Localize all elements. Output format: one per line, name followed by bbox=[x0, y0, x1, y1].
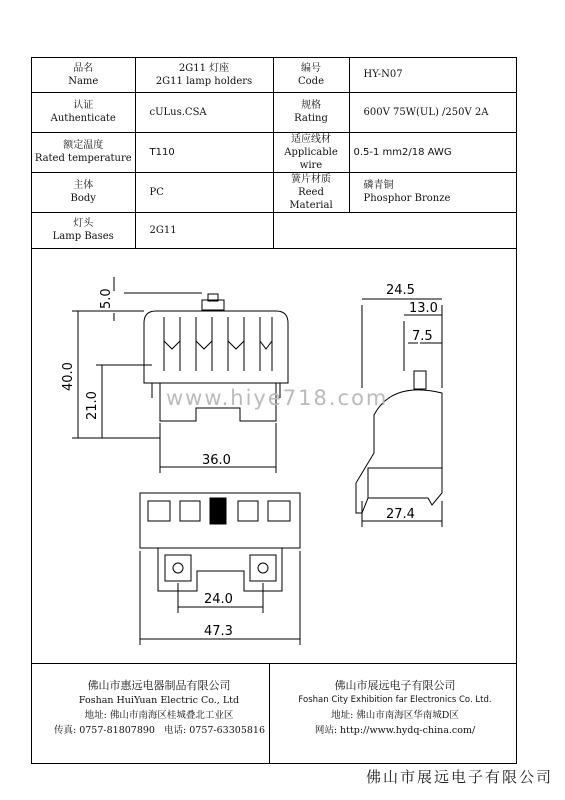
watermark: www.hiye718.com bbox=[166, 386, 389, 410]
empty-cell bbox=[273, 212, 516, 248]
bottom-view bbox=[140, 493, 300, 645]
footer-right-address: 地址: 佛山市南海区华南城D区 bbox=[331, 710, 459, 721]
footer-right-website: 网站: http://www.hydq-china.com/ bbox=[314, 725, 476, 736]
footer-left-phones: 传真: 0757-81807890 电话: 0757-63305816 bbox=[54, 725, 265, 736]
bottom-company-name: 佛山市展远电子有限公司 bbox=[365, 768, 553, 786]
footer-right-company-cn: 佛山市展远电子有限公司 bbox=[334, 679, 456, 692]
footer-left-company-cn: 佛山市惠远电器制品有限公司 bbox=[87, 679, 231, 692]
label-reed: 簧片材质 Reed Material bbox=[273, 172, 349, 212]
value-authenticate: cULus.CSA bbox=[135, 92, 273, 132]
spec-table bbox=[32, 58, 516, 249]
spec-row-temperature bbox=[32, 132, 516, 172]
value-rating: 600V 75W(UL) /250V 2A bbox=[349, 92, 516, 132]
dim-label-36: 36.0 bbox=[202, 453, 231, 468]
dim-label-40: 40.0 bbox=[61, 362, 76, 391]
label-temperature: 额定温度 Rated temperature bbox=[32, 132, 135, 172]
dim-label-27-4: 27.4 bbox=[386, 507, 415, 522]
footer-left-company-en: Foshan HuiYuan Electric Co., Ltd bbox=[78, 695, 240, 706]
spec-row-name bbox=[32, 58, 516, 92]
dim-label-5: 5.0 bbox=[99, 288, 114, 309]
label-code: 编号 Code bbox=[273, 58, 349, 92]
spec-sheet bbox=[31, 57, 517, 764]
spec-row-lamp-bases bbox=[32, 212, 516, 248]
footer-left-address: 地址: 佛山市南海区桂城叠北工业区 bbox=[84, 710, 234, 721]
label-authenticate: 认证 Authenticate bbox=[32, 92, 135, 132]
spec-row-body bbox=[32, 172, 516, 212]
technical-drawing bbox=[32, 253, 516, 663]
label-rating: 规格 Rating bbox=[273, 92, 349, 132]
label-wire: 适应线材 Applicable wire bbox=[273, 132, 349, 172]
spec-row-authenticate bbox=[32, 92, 516, 132]
dim-label-13: 13.0 bbox=[409, 301, 438, 316]
value-body: PC bbox=[135, 172, 273, 212]
dim-label-21: 21.0 bbox=[85, 391, 100, 420]
value-code: HY-N07 bbox=[349, 58, 516, 92]
footer bbox=[32, 663, 516, 764]
drawing-svg bbox=[32, 253, 516, 663]
value-temperature: T110 bbox=[135, 132, 273, 172]
value-reed: 磷青铜 Phosphor Bronze bbox=[349, 172, 516, 212]
value-wire: 0.5-1 mm2/18 AWG bbox=[349, 132, 516, 172]
value-lamp-bases: 2G11 bbox=[135, 212, 273, 248]
label-body: 主体 Body bbox=[32, 172, 135, 212]
dim-label-7-5: 7.5 bbox=[412, 329, 433, 344]
footer-left bbox=[54, 678, 264, 738]
dim-label-24-5: 24.5 bbox=[386, 283, 415, 298]
value-name: 2G11 灯座 2G11 lamp holders bbox=[135, 58, 273, 92]
label-name: 品名 Name bbox=[32, 58, 135, 92]
footer-right-company-en: Foshan City Exhibition far Electronics Co. Ltd. bbox=[298, 695, 492, 705]
footer-divider bbox=[269, 664, 270, 764]
dim-label-47-3: 47.3 bbox=[204, 624, 233, 639]
footer-right bbox=[280, 678, 510, 738]
dim-label-24: 24.0 bbox=[204, 592, 233, 607]
label-lamp-bases: 灯头 Lamp Bases bbox=[32, 212, 135, 248]
